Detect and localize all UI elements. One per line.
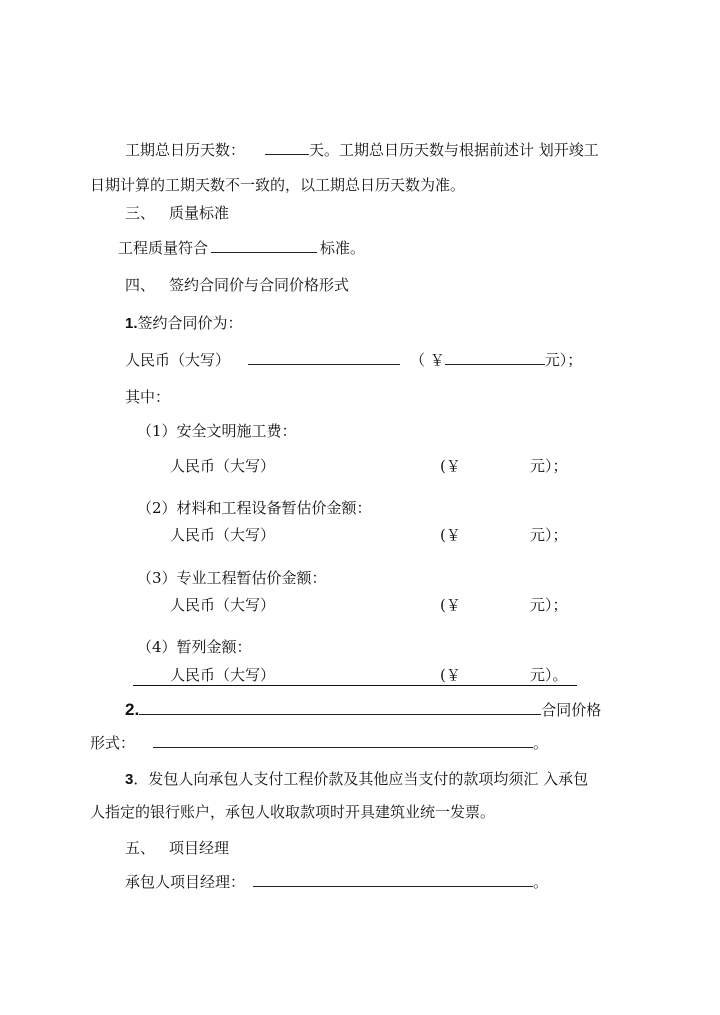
- subitem-close: 元）；: [530, 457, 568, 475]
- section-title: 项目经理: [169, 839, 230, 857]
- section-number: 四、: [125, 276, 156, 294]
- period: 。: [533, 734, 549, 752]
- subitem-rmb: 人民币（大写）: [170, 596, 276, 614]
- item2-cont: [90, 733, 548, 753]
- duration-text: 天。工期总日历天数与根据前述计 划开竣工: [309, 141, 599, 159]
- period: 。: [533, 873, 549, 891]
- quality-line: [118, 238, 365, 258]
- manager-line: [125, 872, 548, 892]
- duration-blank[interactable]: [265, 140, 309, 155]
- form-label: 形式：: [90, 734, 136, 752]
- subitem-rmb: 人民币（大写）: [170, 666, 276, 684]
- manager-blank[interactable]: [253, 872, 533, 887]
- section5-heading: [125, 838, 229, 858]
- duration-line: [125, 140, 599, 160]
- form-blank[interactable]: [153, 733, 533, 748]
- duration-label: 工期总日历天数：: [125, 141, 246, 159]
- section3-heading: [125, 203, 229, 223]
- among-label: 其中：: [125, 388, 171, 406]
- rmb-label: 人民币（大写）: [125, 351, 231, 369]
- subitem-rmb: 人民币（大写）: [170, 526, 276, 544]
- section-title: 质量标准: [169, 204, 230, 222]
- contract-price-line: [125, 350, 582, 370]
- subitem-close: 元）。: [530, 666, 568, 684]
- subitem-yen: (￥: [440, 526, 461, 544]
- item2-suffix: 合同价格: [541, 701, 602, 719]
- yen-close: 元）；: [544, 351, 583, 369]
- section4-heading: [125, 275, 349, 295]
- item-number: 3: [125, 771, 134, 788]
- item1-heading: [125, 313, 243, 334]
- section-number: 五、: [125, 839, 156, 857]
- subitem-close: 元）；: [530, 596, 568, 614]
- manager-label: 承包人项目经理：: [125, 873, 246, 891]
- subitem-yen: (￥: [440, 596, 461, 614]
- item3-line: [125, 769, 588, 790]
- item-number: 2.: [125, 700, 140, 719]
- quality-blank[interactable]: [211, 238, 317, 253]
- rmb-blank[interactable]: [248, 350, 400, 365]
- item-number: 1.: [125, 315, 138, 332]
- divider-line: [133, 685, 577, 686]
- price-form-blank[interactable]: [139, 700, 541, 715]
- section-number: 三、: [125, 204, 156, 222]
- yen-open: （ ￥: [410, 351, 445, 369]
- subitem-label: （2）材料和工程设备暂估价金额：: [137, 499, 372, 517]
- quality-prefix: 工程质量符合: [118, 239, 209, 257]
- subitem-close: 元）；: [530, 526, 568, 544]
- subitem-label: （4）暂列金额：: [137, 638, 252, 656]
- item-label: 签约合同价为：: [137, 314, 243, 332]
- subitem-yen: (￥: [440, 666, 461, 684]
- section-title: 签约合同价与合同价格形式: [169, 276, 350, 294]
- item3-cont: 人指定的银行账户，承包人收取款项时开具建筑业统一发票。: [90, 803, 496, 821]
- quality-suffix: 标准。: [320, 239, 366, 257]
- yen-blank[interactable]: [445, 350, 545, 365]
- item2-line: [125, 700, 601, 720]
- subitem-yen: (￥: [440, 457, 461, 475]
- item3-text: ．发包人向承包人支付工程价款及其他应当支付的款项均须汇 入承包: [133, 770, 589, 788]
- duration-cont: 日期计算的工期天数不一致的，以工期总日历天数为准。: [90, 176, 466, 194]
- subitem-rmb: 人民币（大写）: [170, 457, 276, 475]
- subitem-label: （3）专业工程暂估价金额：: [137, 569, 327, 587]
- subitem-label: （1）安全文明施工费：: [137, 422, 297, 440]
